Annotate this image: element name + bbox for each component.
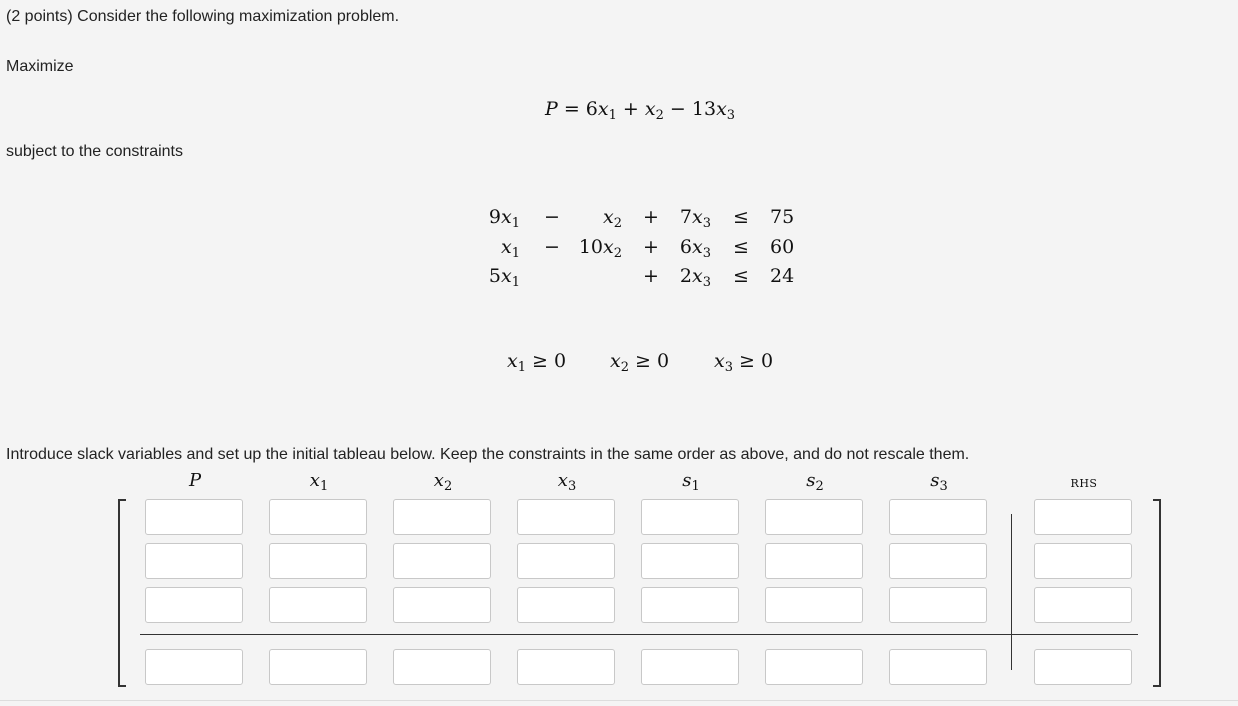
maximize-label: Maximize xyxy=(6,58,74,75)
tableau-cell-r3-s3[interactable] xyxy=(889,587,987,623)
constraint-1-op2: + xyxy=(643,206,659,228)
constraint-1-term-x3: $7x_3$ xyxy=(679,206,711,231)
nonneg-x3: $x_3 \ge 0$ xyxy=(714,350,774,375)
objective-var: P xyxy=(545,98,558,120)
problem-intro: (2 points) Consider the following maximization problem. xyxy=(6,8,400,25)
tableau-header-x2: $x_2$ xyxy=(433,470,453,494)
tableau-cell-r1-P[interactable] xyxy=(145,499,243,535)
constraint-1-relation: ≤ xyxy=(733,206,749,228)
tableau-cell-r4-x1[interactable] xyxy=(269,649,367,685)
constraint-3-term-x3: $2x_3$ xyxy=(679,265,711,290)
constraint-1-op1: − xyxy=(544,206,560,228)
tableau-cell-r4-P[interactable] xyxy=(145,649,243,685)
tableau-cell-r4-x3[interactable] xyxy=(517,649,615,685)
tableau-header-s2: $s_2$ xyxy=(806,470,824,494)
tableau-cell-r1-s2[interactable] xyxy=(765,499,863,535)
tableau-cell-r4-s2[interactable] xyxy=(765,649,863,685)
constraint-3-op2: + xyxy=(643,265,659,287)
tableau-header-x3: $x_3$ xyxy=(557,470,577,494)
tableau-instruction: Introduce slack variables and set up the initial tableau below. Keep the constraints in the same order as above, and do not rescale them. xyxy=(6,446,970,463)
tableau-cell-r4-s1[interactable] xyxy=(641,649,739,685)
tableau-cell-r3-rhs[interactable] xyxy=(1034,587,1132,623)
tableau-header-x1: $x_1$ xyxy=(309,470,329,494)
tableau-cell-r2-s3[interactable] xyxy=(889,543,987,579)
tableau-cell-r1-x1[interactable] xyxy=(269,499,367,535)
constraint-2-op2: + xyxy=(643,236,659,258)
tableau-header-s3: $s_3$ xyxy=(930,470,948,494)
rhs-column-divider xyxy=(1011,514,1012,670)
objective-row-divider xyxy=(140,634,1138,635)
constraint-2-term-x1: $x_1$ xyxy=(501,236,520,261)
nonneg-x1: $x_1 \ge 0$ xyxy=(507,350,567,375)
constraint-3-term-x1: $5x_1$ xyxy=(488,265,520,290)
tableau-cell-r2-s1[interactable] xyxy=(641,543,739,579)
tableau-cell-r2-x1[interactable] xyxy=(269,543,367,579)
page-bottom-rule xyxy=(0,700,1238,701)
constraint-3-relation: ≤ xyxy=(733,265,749,287)
constraint-1-rhs: 75 xyxy=(770,206,795,228)
tableau-cell-r3-P[interactable] xyxy=(145,587,243,623)
tableau-cell-r1-x3[interactable] xyxy=(517,499,615,535)
constraint-2-term-x3: $6x_3$ xyxy=(679,236,711,261)
tableau-cell-r1-s3[interactable] xyxy=(889,499,987,535)
tableau-cell-r1-s1[interactable] xyxy=(641,499,739,535)
tableau-cell-r3-s2[interactable] xyxy=(765,587,863,623)
constraint-1-term-x2: $x_2$ xyxy=(603,206,622,231)
tableau-left-bracket xyxy=(118,499,126,687)
tableau-cell-r2-x2[interactable] xyxy=(393,543,491,579)
tableau-cell-r2-s2[interactable] xyxy=(765,543,863,579)
constraint-2-op1: − xyxy=(544,236,560,258)
constraint-2-rhs: 60 xyxy=(770,236,795,258)
objective-eq: = 6 xyxy=(557,98,598,120)
nonneg-x2: $x_2 \ge 0$ xyxy=(610,350,670,375)
tableau-cell-r4-s3[interactable] xyxy=(889,649,987,685)
tableau-right-bracket xyxy=(1153,499,1161,687)
constraint-2-relation: ≤ xyxy=(733,236,749,258)
tableau-cell-r4-rhs[interactable] xyxy=(1034,649,1132,685)
objective-function: $P = 6x_1 + x_2 - 13x_3$ xyxy=(545,98,736,123)
tableau-cell-r1-rhs[interactable] xyxy=(1034,499,1132,535)
tableau-header-s1: $s_1$ xyxy=(682,470,700,494)
tableau-cell-r2-rhs[interactable] xyxy=(1034,543,1132,579)
tableau-cell-r2-x3[interactable] xyxy=(517,543,615,579)
tableau-cell-r4-x2[interactable] xyxy=(393,649,491,685)
tableau-header-rhs: RHS xyxy=(1070,477,1098,490)
constraint-system xyxy=(0,0,1238,300)
constraint-1-term-x1: $9x_1$ xyxy=(488,206,520,231)
tableau-cell-r2-P[interactable] xyxy=(145,543,243,579)
constraint-3-rhs: 24 xyxy=(770,265,795,287)
tableau-cell-r3-x2[interactable] xyxy=(393,587,491,623)
tableau-cell-r3-x3[interactable] xyxy=(517,587,615,623)
tableau-header-P: P xyxy=(188,470,202,491)
tableau-cell-r3-x1[interactable] xyxy=(269,587,367,623)
tableau-cell-r3-s1[interactable] xyxy=(641,587,739,623)
constraint-2-term-x2: $10x_2$ xyxy=(578,236,622,261)
subject-to-label: subject to the constraints xyxy=(6,143,183,160)
tableau-cell-r1-x2[interactable] xyxy=(393,499,491,535)
